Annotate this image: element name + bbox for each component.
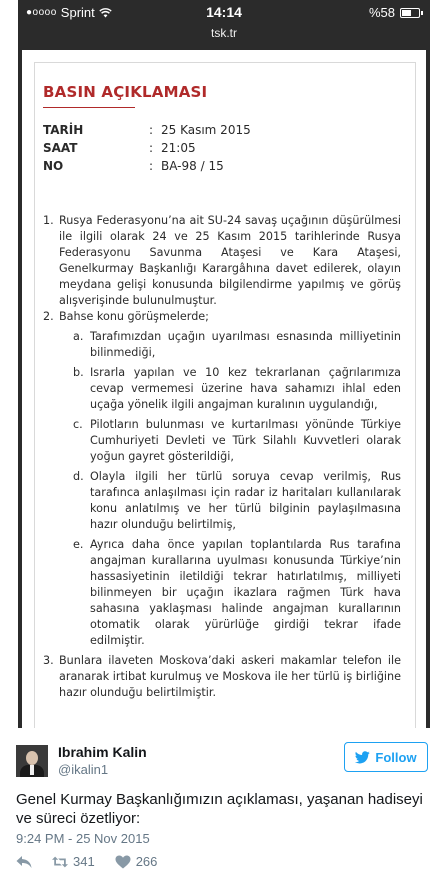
document-page	[22, 50, 426, 728]
battery-icon	[400, 8, 420, 18]
like-count: 266	[135, 854, 158, 869]
follow-button[interactable]	[344, 742, 428, 772]
sub-item-text: Olayla ilgili her türlü soruya cevap verilmiş, Rus tarafınca anlaşılması için radar iz haritaları kullanılarak konu anlatılmış ve her türlü bilginin paylaşılmasına hazır olunduğu belirtilmiş,	[90, 470, 401, 531]
sub-item-letter: e.	[73, 538, 84, 551]
tweet-timestamp[interactable]: 9:24 PM - 25 Nov 2015	[16, 831, 150, 846]
item-number: 1.	[43, 214, 54, 227]
meta-row-number	[43, 157, 251, 175]
sub-item-text: Israrla yapılan ve 10 kez tekrarlanan çağrılarımıza cevap vermemesi üzerine hava sahamızı ihlal eden uçağa yönelik ilgili angajman kuralının uygulandığı,	[90, 366, 401, 411]
battery-group	[369, 5, 420, 20]
tweet-actions	[16, 854, 177, 869]
item-text: Rusya Federasyonu’na ait SU-24 savaş uçağının düşürülmesi ile ilgili olarak 24 ve 25 Kasım 2015 tarihlerinde Rusya Federasyonu Savunma Ataşesi ve Kara Ataşesi, Genelkurmay Başkanlığı Karargâhına davet edilerek, olayın meydana gelişi konusunda bilgilendirme yapılmış ve görüş alışverişinde bulunulmuştur.	[59, 214, 401, 307]
list-item	[43, 309, 401, 325]
url-bar[interactable]: tsk.tr	[211, 26, 237, 40]
sub-list-item	[73, 329, 401, 361]
title-underline	[43, 107, 135, 108]
item-text: Bunlara ilaveten Moskova’daki askeri makamlar telefon ile aranarak irtibat kurulmuş ve Moskova ile her türlü iş birliğine hazır olunduğu belirtilmiştir.	[59, 654, 401, 699]
list-item	[43, 653, 401, 701]
reply-button[interactable]	[16, 855, 32, 869]
tweet-text: Genel Kurmay Başkanlığımızın açıklaması, yaşanan hadiseyi ve süreci özetliyor:	[16, 791, 423, 827]
reply-icon	[16, 855, 32, 869]
meta-label: SAAT	[43, 141, 78, 155]
retweet-button[interactable]	[52, 854, 95, 869]
meta-label: TARİH	[43, 123, 84, 137]
meta-colon: :	[149, 159, 154, 173]
like-icon	[115, 855, 131, 869]
meta-value: BA-98 / 15	[161, 159, 224, 173]
list-item	[43, 213, 401, 309]
sub-list-item	[73, 537, 401, 649]
tweet-card	[0, 728, 448, 878]
follow-label: Follow	[375, 749, 417, 765]
retweet-count: 341	[73, 854, 95, 869]
meta-value: 21:05	[161, 141, 196, 155]
sub-item-letter: b.	[73, 366, 84, 379]
avatar[interactable]	[16, 745, 48, 777]
sub-item-text: Tarafımızdan uçağın uyarılması esnasında milliyetinin bilinmediği,	[90, 330, 401, 359]
author-handle[interactable]: @ikalin1	[58, 762, 109, 777]
sub-list-item	[73, 469, 401, 533]
carrier-name: Sprint	[60, 5, 95, 20]
twitter-bird-icon	[355, 751, 370, 764]
sub-item-text: Ayrıca daha önce yapılan toplantılarda Rus tarafına angajman kurallarına uyulması konusunda Türkiye’nin hassasiyetinin iletildiği tekrar hatırlatılmış, milliyeti bilinmeyen bir uçağın ikazlara rağmen Türk hava sahasına yaklaşması halinde angajman kurallarının otomatik olarak yürürlüğe girdiği tekrar ifade edilmiştir.	[90, 538, 401, 647]
like-button[interactable]	[115, 854, 158, 869]
sub-list-item	[73, 365, 401, 413]
author-name[interactable]: Ibrahim Kalin	[58, 744, 147, 760]
meta-value: 25 Kasım 2015	[161, 123, 251, 137]
retweet-icon	[52, 855, 68, 869]
signal-dots: ●oooo	[26, 7, 57, 18]
sub-item-letter: a.	[73, 330, 84, 343]
status-time: 14:14	[206, 4, 242, 20]
document-frame	[34, 62, 416, 728]
battery-percent: %58	[368, 5, 395, 20]
item-number: 2.	[43, 310, 54, 323]
document-title: BASIN AÇIKLAMASI	[43, 83, 208, 101]
document-meta	[43, 121, 251, 175]
meta-row-time	[43, 139, 251, 157]
sub-item-letter: d.	[73, 470, 84, 483]
item-number: 3.	[43, 654, 54, 667]
item-text: Bahse konu görüşmelerde;	[59, 310, 209, 323]
sub-item-letter: c.	[73, 418, 83, 431]
meta-colon: :	[149, 141, 154, 155]
document-body	[43, 213, 401, 701]
meta-label: NO	[43, 159, 64, 173]
press-release-screenshot	[18, 0, 430, 728]
meta-colon: :	[149, 123, 154, 137]
meta-row-date	[43, 121, 251, 139]
sub-list-item	[73, 417, 401, 465]
status-bar	[18, 0, 430, 24]
sub-item-text: Pilotların bulunması ve kurtarılması yönünde Türkiye Cumhuriyeti Devleti ve Türk Silahlı Kuvvetleri olarak yoğun gayret gösterildiği,	[90, 418, 401, 463]
